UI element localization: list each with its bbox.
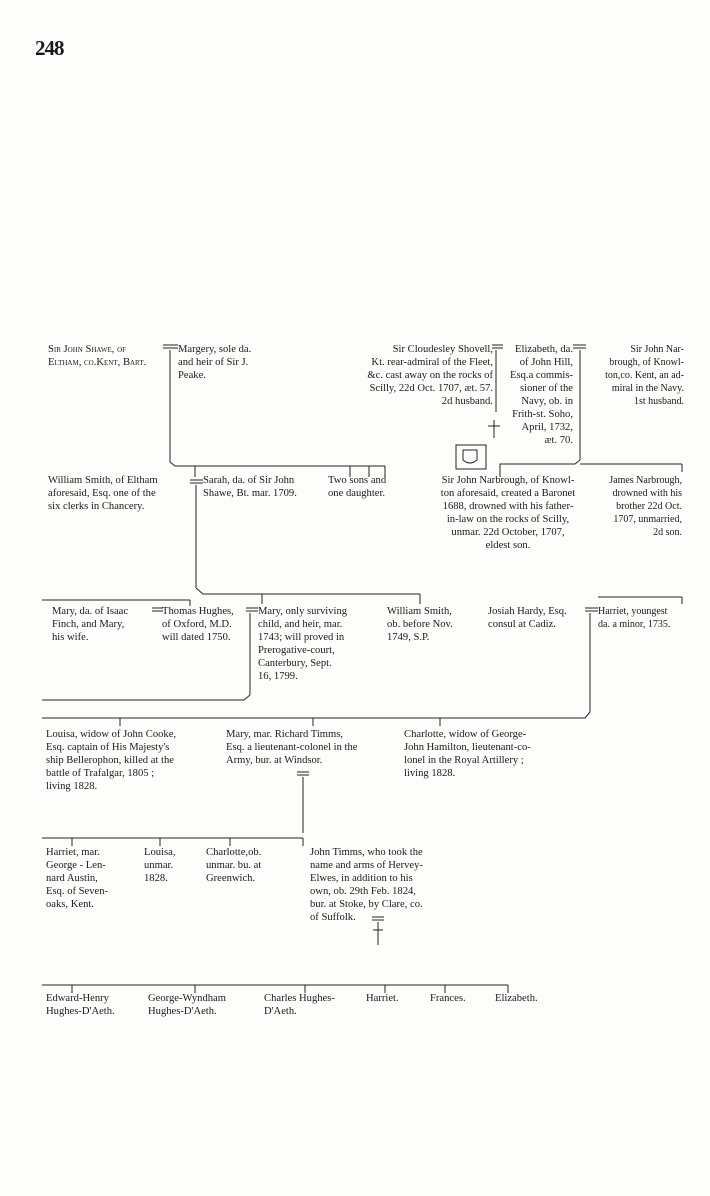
- elizabeth-sixth: Elizabeth.: [495, 993, 538, 1004]
- page-number: 248: [35, 36, 64, 60]
- james-narbrough: James Narbrough, drowned with his brother 22d Oct. 1707, unmarried, 2d son.: [609, 475, 682, 538]
- sir-john-narbrough-senior: Sir John Nar- brough, of Knowl- ton,co. Kent, an ad- miral in the Navy. 1st husband.: [605, 344, 684, 407]
- sir-john-shawe: Sir John Shawe, of Eltham, co.Kent, Bart.: [48, 344, 147, 368]
- harriet-youngest: Harriet, youngest da. a minor, 1735.: [598, 606, 671, 630]
- john-timms-hervey-elwes: John Timms, who took the name and arms of Hervey- Elwes, in addition to his own, ob. 29th Feb. 1824, bur. at Stoke, by Clare, co. of Suffolk.: [310, 847, 423, 923]
- edward-henry: Edward-Henry Hughes-D'Aeth.: [46, 993, 115, 1017]
- shield-icon: [456, 445, 486, 469]
- mary-finch: Mary, da. of Isaac Finch, and Mary, his wife.: [52, 606, 129, 643]
- william-smith-junior: William Smith, ob. before Nov. 1749, S.P.: [387, 606, 453, 643]
- elizabeth-hill: Elizabeth, da. of John Hill, Esq.a commis- sioner of the Navy, ob. in Frith-st. Soho, April, 1732, æt. 70.: [510, 344, 573, 446]
- frances: Frances.: [430, 993, 466, 1004]
- william-smith: William Smith, of Eltham aforesaid, Esq. one of the six clerks in Chancery.: [48, 475, 158, 512]
- mary-smith-heir: Mary, only surviving child, and heir, mar. 1743; will proved in Prerogative-court, Canterbury, Sept. 16, 1799.: [258, 606, 348, 682]
- margery: Margery, sole da. and heir of Sir J. Peake.: [178, 344, 252, 381]
- two-sons-one-daughter: Two sons and one daughter.: [328, 475, 387, 499]
- george-wyndham: George-Wyndham Hughes-D'Aeth.: [148, 993, 227, 1017]
- sarah-shawe: Sarah, da. of Sir John Shawe, Bt. mar. 1709.: [203, 475, 297, 499]
- charlotte-hamilton: Charlotte, widow of George- John Hamilton, lieutenant-co- lonel in the Royal Artillery ; living 1828.: [404, 729, 531, 779]
- charlotte-greenwich: Charlotte,ob. unmar. bu. at Greenwich.: [206, 847, 262, 884]
- louisa-unmarried: Louisa, unmar. 1828.: [144, 847, 176, 884]
- thomas-hughes: Thomas Hughes, of Oxford, M.D. will dated 1750.: [162, 606, 234, 643]
- sir-john-narbrough-junior: Sir John Narbrough, of Knowl- ton aforesaid, created a Baronet 1688, drowned with his father- in-law on the rocks of Scilly, unmar. 22d October, 1707, eldest son.: [440, 475, 576, 551]
- mary-timms: Mary, mar. Richard Timms, Esq. a lieutenant-colonel in the Army, bur. at Windsor.: [226, 729, 358, 766]
- charles-hughes: Charles Hughes- D'Aeth.: [264, 993, 335, 1017]
- harriet-sixth: Harriet.: [366, 993, 399, 1004]
- sir-cloudesley-shovell: Sir Cloudesley Shovell, Kt. rear-admiral of the Fleet, &c. cast away on the rocks of Scilly, 22d Oct. 1707, æt. 57. 2d husband.: [367, 344, 493, 407]
- louisa-cooke: Louisa, widow of John Cooke, Esq. captain of His Majesty's ship Bellerophon, killed at the battle of Trafalgar, 1805 ; living 1828.: [46, 729, 177, 792]
- josiah-hardy: Josiah Hardy, Esq. consul at Cadiz.: [488, 606, 567, 630]
- harriet-austin: Harriet, mar. George - Len- nard Austin, Esq. of Seven- oaks, Kent.: [46, 847, 109, 910]
